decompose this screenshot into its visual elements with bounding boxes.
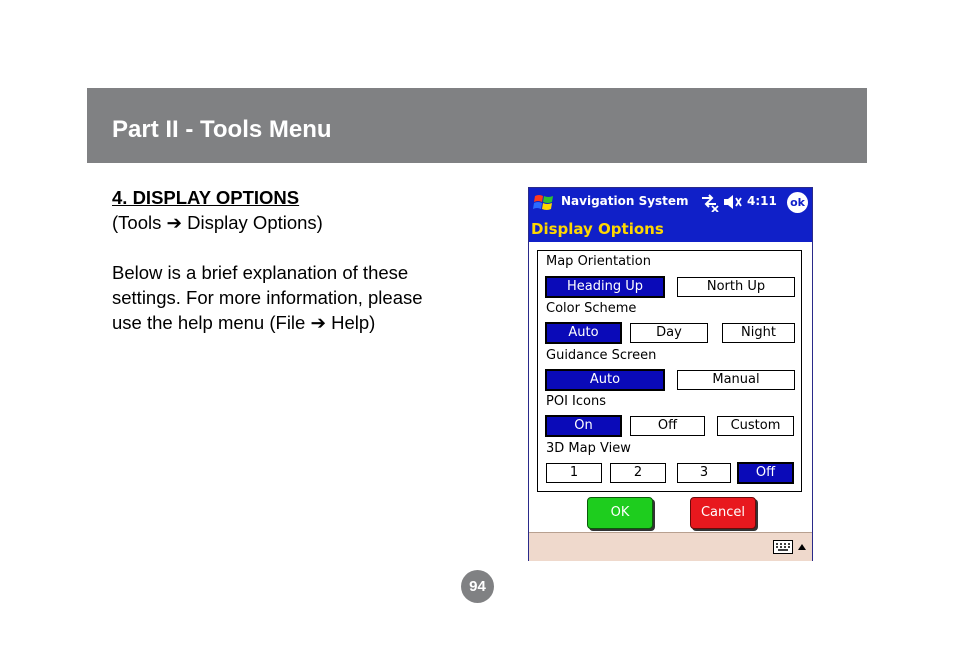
device-app-title: Navigation System <box>561 194 689 208</box>
description-line: use the help menu (File ➔ Help) <box>112 312 376 333</box>
description-line: Below is a brief explanation of these <box>112 262 409 283</box>
map-orientation-label: Map Orientation <box>546 254 651 269</box>
input-menu-arrow-icon[interactable] <box>797 542 807 552</box>
description-line: settings. For more information, please <box>112 287 423 308</box>
map-3d-view-label: 3D Map View <box>546 441 631 456</box>
device-bottombar <box>529 532 812 561</box>
ok-close-button[interactable]: ok <box>787 192 808 213</box>
option-color-auto[interactable]: Auto <box>546 323 621 343</box>
header-bar <box>87 88 867 163</box>
option-color-night[interactable]: Night <box>722 323 795 343</box>
poi-icons-label: POI Icons <box>546 394 606 409</box>
option-color-day[interactable]: Day <box>630 323 708 343</box>
section-text <box>112 185 472 335</box>
section-description <box>112 260 472 335</box>
option-3d-2[interactable]: 2 <box>610 463 666 483</box>
device-screenshot <box>528 187 813 561</box>
speaker-icon[interactable] <box>722 193 742 211</box>
page-number: 94 <box>461 570 494 603</box>
color-scheme-label: Color Scheme <box>546 301 637 316</box>
options-panel <box>537 250 802 492</box>
device-subheader <box>529 216 812 242</box>
ok-button[interactable]: OK <box>587 497 653 529</box>
option-guidance-auto[interactable]: Auto <box>546 370 664 390</box>
option-3d-3[interactable]: 3 <box>677 463 731 483</box>
keyboard-icon[interactable] <box>773 540 793 554</box>
option-heading-up[interactable]: Heading Up <box>546 277 664 297</box>
device-clock: 4:11 <box>747 194 777 208</box>
option-3d-off[interactable]: Off <box>738 463 793 483</box>
windows-flag-icon[interactable] <box>533 192 555 212</box>
option-north-up[interactable]: North Up <box>677 277 795 297</box>
cancel-button[interactable]: Cancel <box>690 497 756 529</box>
device-titlebar <box>529 188 812 216</box>
option-poi-off[interactable]: Off <box>630 416 705 436</box>
page-title: Part II - Tools Menu <box>112 116 332 143</box>
option-poi-custom[interactable]: Custom <box>717 416 794 436</box>
section-path: (Tools ➔ Display Options) <box>112 212 323 233</box>
guidance-screen-label: Guidance Screen <box>546 348 657 363</box>
screen-title: Display Options <box>531 220 664 238</box>
option-poi-on[interactable]: On <box>546 416 621 436</box>
option-guidance-manual[interactable]: Manual <box>677 370 795 390</box>
connectivity-icon[interactable] <box>699 192 719 212</box>
option-3d-1[interactable]: 1 <box>546 463 602 483</box>
section-title: 4. DISPLAY OPTIONS <box>112 187 300 208</box>
